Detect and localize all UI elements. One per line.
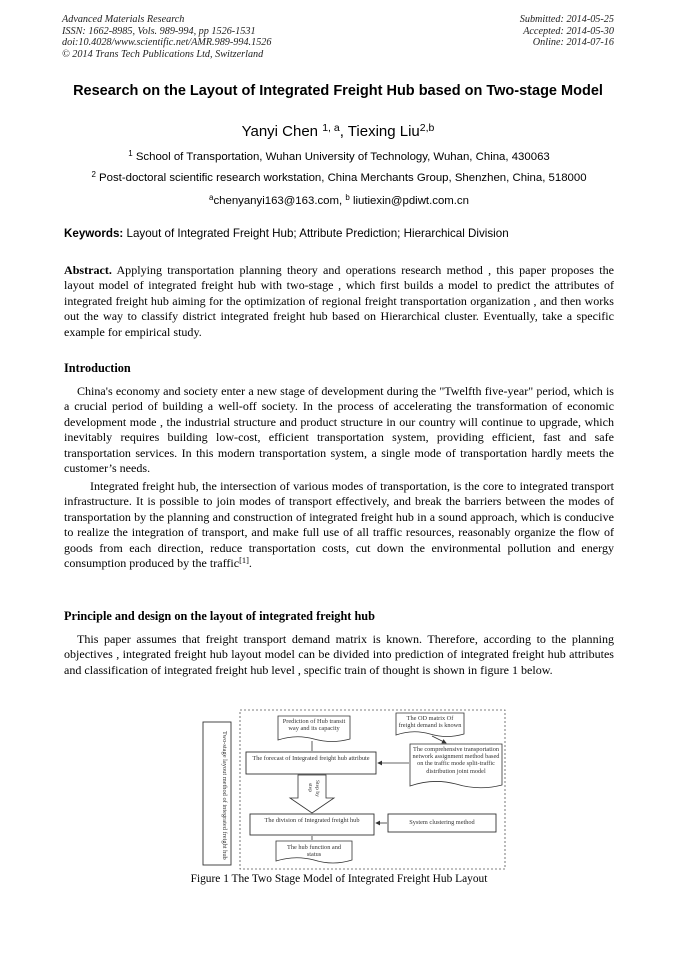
affiliation-1 [40, 150, 638, 164]
affiliation-text: School of Transportation, Wuhan University of Technology, Wuhan, China, 430063 [132, 151, 550, 163]
figure-1-flowchart [200, 708, 520, 871]
email-sup: a [209, 193, 214, 203]
affiliation-sup: 2 [91, 170, 96, 180]
journal-header-right [520, 14, 614, 49]
author-name: Tiexing Liu [347, 123, 420, 140]
forecast-label: The forecast of Integrated freight hub attribute [252, 755, 370, 762]
prediction-label: Prediction of Hub transit way and its capacity [282, 718, 346, 733]
email-link[interactable]: liutiexin@pdiwt.com.cn [349, 195, 469, 207]
affiliation-sup: 1 [128, 149, 133, 159]
od-matrix-label: The OD matrix Of freight demand is known [398, 715, 462, 730]
affiliation-2 [40, 171, 638, 185]
arrow-od-to-method [432, 736, 446, 743]
author-affil-sup: 1, a [322, 122, 340, 135]
keywords [64, 227, 614, 241]
online-date: Online: 2014-07-16 [532, 37, 614, 49]
journal-copyright: © 2014 Trans Tech Publications Ltd, Switzerland [62, 48, 264, 60]
intro-paragraph-2 [64, 479, 614, 571]
figure-caption: Figure 1 The Two Stage Model of Integrated Freight Hub Layout [190, 873, 488, 885]
intro-paragraph-1: China's economy and society enter a new stage of development during the "Twelfth five-year" period, which is a crucial period of building a well-off society. In the process of accelerating the transformation of economic development mode , the industrial structure and product structure in our country will continue to upgrade, which inevitably requires building low-cost, efficient transportation system, providing efficient, fast and safe transportation services. In this modern transportation system, a single mode of transportation hardly meets the customer’s needs. [64, 384, 614, 476]
intro-paragraph-2-end: . [248, 556, 252, 571]
keywords-label: Keywords: [64, 227, 124, 240]
keywords-text: Layout of Integrated Freight Hub; Attribute Prediction; Hierarchical Division [123, 227, 509, 240]
principle-paragraph-1: This paper assumes that freight transport demand matrix is known. Therefore, according to the planning objectives , integrated freight hub layout model can be divided into prediction of integrated freight hub attributes and classification of integrated freight hub level , specific train of thought is shown in figure 1 below. [64, 632, 614, 677]
accepted-date: Accepted: 2014-05-30 [523, 25, 614, 37]
journal-doi: doi:10.4028/www.scientific.net/AMR.989-994.1526 [62, 37, 272, 49]
paper-title: Research on the Layout of Integrated Freight Hub based on Two-stage Model [73, 83, 603, 99]
journal-issn: ISSN: 1662-8985, Vols. 989-994, pp 1526-1531 [62, 25, 256, 37]
side-label-text: Two-stage layout method of integrated freight hub [221, 730, 228, 860]
division-label: The division of Integrated freight hub [264, 817, 360, 824]
flowchart-graphics [200, 708, 520, 871]
citation-ref[interactable]: [1] [239, 555, 249, 566]
comprehensive-label: The comprehensive transportation network assignment method based on the traffic mode split-traffic distribution joint model [412, 746, 500, 775]
affiliation-text: Post-doctoral scientific research workstation, China Merchants Group, Shenzhen, China, 518000 [95, 172, 587, 184]
section-heading-principle: Principle and design on the layout of integrated freight hub [64, 609, 375, 623]
journal-name: Advanced Materials Research [62, 14, 185, 25]
email-sup: b [345, 193, 350, 203]
author-emails [40, 194, 638, 208]
intro-paragraph-2-text: Integrated freight hub, the intersection of various modes of transportation, is the core to integrated transport infrastructure. It is possible to join modes of transport effectively, and break the barriers between the modes of transportation by the planning and construction of integrated freight hub in a sound approach, which is conducive to realize the integration of transport, and make full use of all traffic resources, reasonably organize the flow of goods from each direction, reduce transportation costs, cut down the environmental pollution and energy consumption produced by the traffic [64, 479, 614, 571]
email-link[interactable]: chenyanyi163@163.com, [213, 195, 346, 207]
section-heading-introduction: Introduction [64, 361, 131, 375]
step-arrow-label: Step by step [306, 779, 320, 797]
function-label: The hub function and status [286, 844, 342, 859]
abstract [64, 263, 614, 340]
abstract-text: Applying transportation planning theory and operations research method , this paper proposes the layout model of integrated freight hub with two-stage , which first builds a model to predict the attributes of integrated freight hub aiming for the optimization of regional freight transportation organization , and then works out the way to classify district integrated freight hub based on Hierarchical cluster. Eventually, take a specific example for empirical study. [64, 263, 614, 339]
author-affil-sup: 2,b [419, 122, 435, 135]
author-line [62, 123, 614, 141]
submitted-date: Submitted: 2014-05-25 [519, 14, 614, 25]
clustering-label: System clustering method [409, 819, 475, 826]
author-separator: , [339, 123, 348, 140]
journal-header-left [62, 14, 271, 60]
author-name: Yanyi Chen [241, 123, 319, 140]
abstract-label: Abstract. [64, 263, 112, 277]
